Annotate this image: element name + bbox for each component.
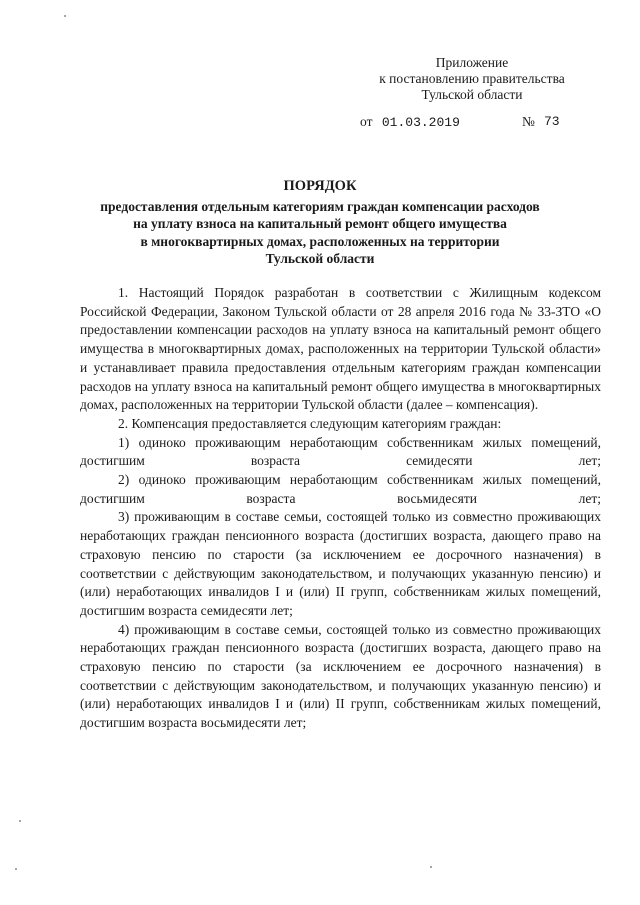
- title-line-2: на уплату взноса на капитальный ремонт общего имущества: [133, 216, 507, 231]
- title-main: ПОРЯДОК: [283, 178, 357, 194]
- item-2: 2) одиноко проживающим неработающим собственникам жилых помещений, достигшим возраста восьмидесяти лет;: [80, 472, 601, 506]
- document-title: [80, 178, 560, 268]
- resolution-number: 73: [544, 114, 560, 129]
- scan-speck: [15, 868, 17, 870]
- title-line-1: предоставления отдельным категориям граждан компенсации расходов: [100, 198, 540, 214]
- title-line-3: в многоквартирных домах, расположенных на территории: [140, 233, 500, 249]
- item-4: 4) проживающим в составе семьи, состоящей только из совместно проживающих неработающих граждан пенсионного возраста (достигших возраста, дающего право на страховую пенсию по старости (за исключением ее досрочного назначения) в соответствии с действующим законодательством, и получающих указанную пенсию) и (или) неработающих инвалидов I и (или) II групп, собственникам жилых помещений, достигшим возраста восьмидесяти лет;: [80, 621, 601, 731]
- appendix-line-2: к постановлению правительства: [379, 71, 565, 86]
- resolution-number-line: [360, 114, 600, 130]
- appendix-note: [357, 55, 587, 103]
- date-prefix: от: [360, 114, 373, 129]
- scan-speck: [19, 820, 21, 822]
- paragraph-2: 2. Компенсация предоставляется следующим категориям граждан:: [118, 415, 502, 431]
- item-3: 3) проживающим в составе семьи, состоящей только из совместно проживающих неработающих граждан пенсионного возраста (достигших возраста, дающего право на страховую пенсию по старости (за исключением ее досрочного назначения) в соответствии с действующим законодательством, и получающих указанную пенсию) и (или) неработающих инвалидов I и (или) II групп, собственникам жилых помещений, достигшим возраста семидесяти лет;: [80, 509, 601, 618]
- appendix-line-1: Приложение: [435, 55, 509, 70]
- scan-speck: [64, 15, 66, 17]
- appendix-line-3: Тульской области: [421, 87, 523, 102]
- paragraph-1: 1. Настоящий Порядок разработан в соответствии с Жилищным кодексом Российской Федерации, Законом Тульской области от 28 апреля 2016 года № 33-ЗТО «О предоставлении компенсации расходов на уплату взноса на капитальный ремонт общего имущества в многоквартирных домах, расположенных на территории Тульской области» и устанавливает правила предоставления отдельным категориям граждан компенсации расходов на уплату взноса на капитальный ремонт общего имущества в многоквартирных домах, расположенных на территории Тульской области (далее – компенсация).: [80, 285, 601, 413]
- scan-speck: [430, 866, 432, 868]
- title-line-4: Тульской области: [265, 251, 375, 266]
- number-sign: №: [522, 114, 535, 129]
- item-1: 1) одиноко проживающим неработающим собственникам жилых помещений, достигшим возраста семидесяти лет;: [80, 434, 601, 469]
- document-body: [80, 284, 601, 733]
- resolution-date: 01.03.2019: [381, 115, 460, 130]
